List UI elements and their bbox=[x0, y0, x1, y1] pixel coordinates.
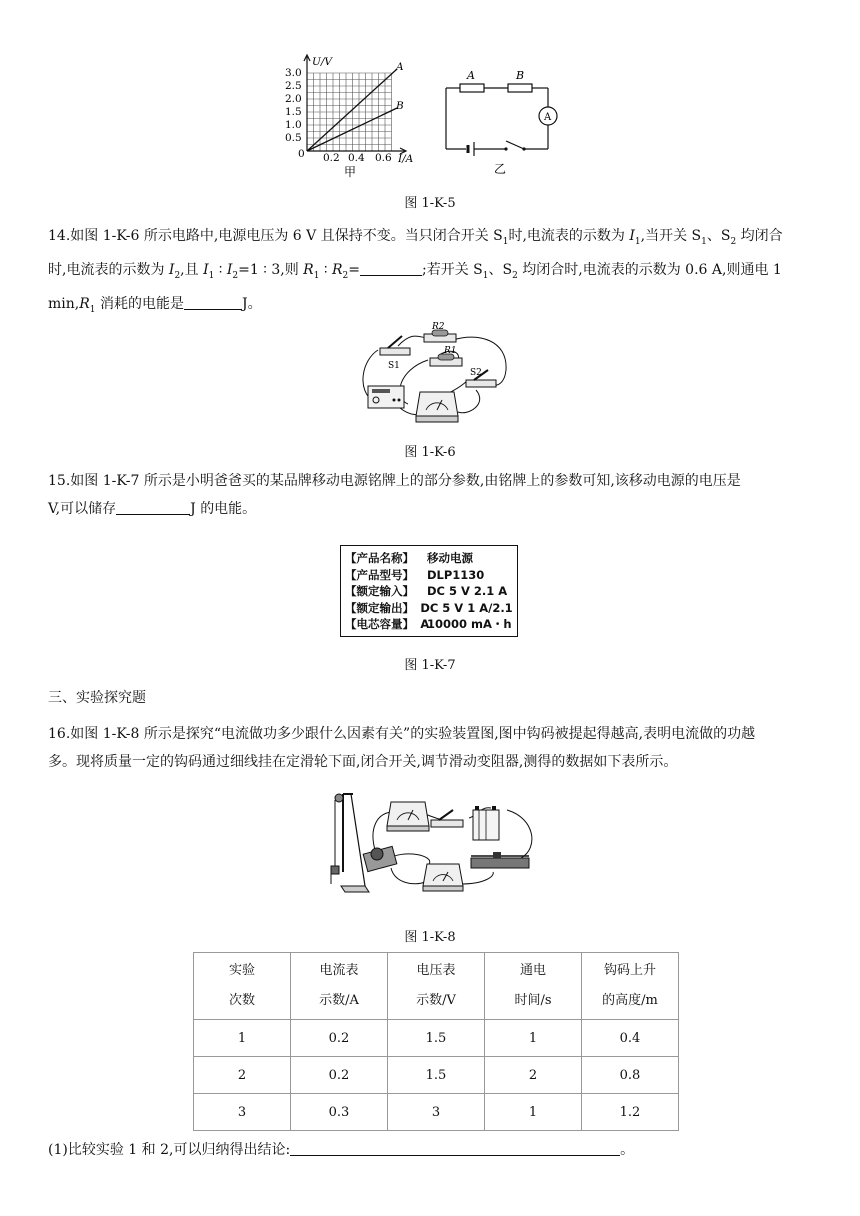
table-cell: 0.2 bbox=[291, 1020, 388, 1057]
table-cell: 0.3 bbox=[291, 1094, 388, 1131]
answer-blank-energy[interactable] bbox=[184, 293, 242, 310]
label-r2: R2 bbox=[432, 322, 445, 332]
x-tick: 0.6 bbox=[375, 152, 392, 164]
q15-line-1: 15.如图 1-K-7 所示是小明爸爸买的某品牌移动电源铭牌上的部分参数,由铭牌上的参数可知,该移动电源的电压是 bbox=[48, 473, 741, 489]
experiment-apparatus-figure bbox=[325, 788, 541, 900]
label-s1: S1 bbox=[388, 361, 400, 371]
figure-caption-1-k-5: 图 1-K-5 bbox=[404, 196, 456, 211]
table-header-row bbox=[194, 953, 679, 1020]
table-cell: 0.8 bbox=[582, 1057, 679, 1094]
table-cell: 1.5 bbox=[388, 1020, 485, 1057]
y-tick: 1.0 bbox=[285, 119, 302, 131]
q14-line-3: $\min,R_1$ 消耗的电能是 J。 bbox=[48, 290, 814, 324]
power-supply-device bbox=[368, 386, 404, 408]
y-tick: 0.5 bbox=[285, 132, 302, 144]
q15-line-2: V,可以储存 J 的电能。 bbox=[48, 495, 814, 523]
nameplate-row: 【额定输入】 DC 5 V 2.1 A bbox=[345, 584, 508, 598]
experiment-data-table bbox=[193, 952, 679, 1131]
table-header-cell: 实验 次数 bbox=[194, 953, 291, 1020]
table-header-cell: 钩码上升 的高度/m bbox=[582, 953, 679, 1020]
table-cell: 2 bbox=[485, 1057, 582, 1094]
section-3-title: 三、实验探究题 bbox=[48, 690, 146, 706]
ammeter-device bbox=[423, 864, 463, 891]
y-tick: 1.5 bbox=[285, 106, 302, 118]
nameplate-row: 【产品名称】 移动电源 bbox=[345, 551, 473, 565]
table-row bbox=[194, 1057, 679, 1094]
x-axis-label: I/A bbox=[398, 153, 414, 165]
table-cell: 0.4 bbox=[582, 1020, 679, 1057]
series-circuit-figure bbox=[440, 62, 560, 177]
line-b-label: B bbox=[396, 100, 404, 112]
table-header-cell: 电压表 示数/V bbox=[388, 953, 485, 1020]
table-cell: 1.2 bbox=[582, 1094, 679, 1131]
sub-caption-jia: 甲 bbox=[344, 165, 357, 179]
table-header-cell: 通电 时间/s bbox=[485, 953, 582, 1020]
motor-device bbox=[363, 846, 397, 871]
resistor-a-label: A bbox=[467, 69, 475, 82]
y-tick: 2.5 bbox=[285, 80, 302, 92]
label-r1: R1 bbox=[444, 346, 457, 356]
table-cell: 0.2 bbox=[291, 1057, 388, 1094]
rheostat-device bbox=[471, 852, 529, 868]
figure-caption-1-k-8: 图 1-K-8 bbox=[404, 930, 456, 945]
question-15 bbox=[48, 467, 814, 523]
line-a-label: A bbox=[396, 61, 404, 73]
q14-line-1: 14.如图 1-K-6 所示电路中,电源电压为 6 V 且保持不变。当只闭合开关 $S_1$时,电流表的示数为 $I_1$,当开关 $S_1$、$S_2$ 均闭合 bbox=[48, 228, 783, 247]
figure-caption-1-k-7: 图 1-K-7 bbox=[404, 658, 456, 673]
sub-caption-yi: 乙 bbox=[494, 162, 507, 176]
y-tick: 3.0 bbox=[285, 67, 302, 79]
q16-line-2: 多。现将质量一定的钩码通过细线挂在定滑轮下面,闭合开关,调节滑动变阻器,测得的数据如下表所示。 bbox=[48, 754, 678, 770]
battery-device bbox=[473, 806, 499, 840]
table-cell: 1 bbox=[194, 1020, 291, 1057]
table-cell: 1.5 bbox=[388, 1057, 485, 1094]
q14-line-2: 时,电流表的示数为 $I_2$,且 $I_1$ ∶ $I_2=1$ ∶ 3,则 $R_1$ ∶ $R_2=$ ;若开关 $S_1$、$S_2$ 均闭合时,电流表的示数为 0.6 A,则通电 1 bbox=[48, 256, 814, 290]
graph-line-a bbox=[307, 69, 397, 151]
answer-blank-stored-energy[interactable] bbox=[116, 498, 190, 515]
question-16-part-1: (1)比较实验 1 和 2,可以归纳得出结论: 。 bbox=[48, 1136, 814, 1164]
resistor-b-label: B bbox=[516, 69, 525, 82]
answer-blank-ratio[interactable] bbox=[360, 259, 422, 276]
q16-line-1: 16.如图 1-K-8 所示是探究“电流做功多少跟什么因素有关”的实验装置图,图中钩码被提起得越高,表明电流做的功越 bbox=[48, 726, 756, 742]
table-cell: 1 bbox=[485, 1094, 582, 1131]
answer-blank-conclusion[interactable] bbox=[290, 1139, 620, 1156]
table-row bbox=[194, 1094, 679, 1131]
ammeter-device bbox=[416, 392, 458, 422]
question-16 bbox=[48, 720, 814, 776]
switch-device bbox=[431, 810, 463, 827]
table-cell: 2 bbox=[194, 1057, 291, 1094]
x-tick: 0.2 bbox=[323, 152, 340, 164]
pulley-stand bbox=[331, 794, 369, 892]
x-tick: 0.4 bbox=[348, 152, 365, 164]
table-cell: 1 bbox=[485, 1020, 582, 1057]
table-header-cell: 电流表 示数/A bbox=[291, 953, 388, 1020]
voltmeter-device bbox=[387, 802, 429, 831]
origin-label: 0 bbox=[298, 148, 305, 160]
nameplate-row: 【产品型号】 DLP1130 bbox=[345, 567, 485, 582]
figure-caption-1-k-6: 图 1-K-6 bbox=[404, 445, 456, 460]
physical-circuit-figure bbox=[358, 320, 518, 432]
label-s2: S2 bbox=[470, 368, 482, 378]
table-cell: 3 bbox=[388, 1094, 485, 1131]
u-i-graph-figure bbox=[280, 52, 430, 182]
ammeter-label: A bbox=[544, 112, 552, 123]
power-bank-nameplate bbox=[340, 545, 518, 637]
table-cell: 3 bbox=[194, 1094, 291, 1131]
question-14 bbox=[48, 222, 814, 323]
nameplate-row: 【电芯容量】 10000 mA・h bbox=[345, 617, 512, 631]
nameplate-row: 【额定输出】 DC 5 V 1 A/2.1 A bbox=[345, 600, 513, 631]
y-tick: 2.0 bbox=[285, 93, 302, 105]
y-axis-label: U/V bbox=[312, 56, 332, 68]
table-row bbox=[194, 1020, 679, 1057]
